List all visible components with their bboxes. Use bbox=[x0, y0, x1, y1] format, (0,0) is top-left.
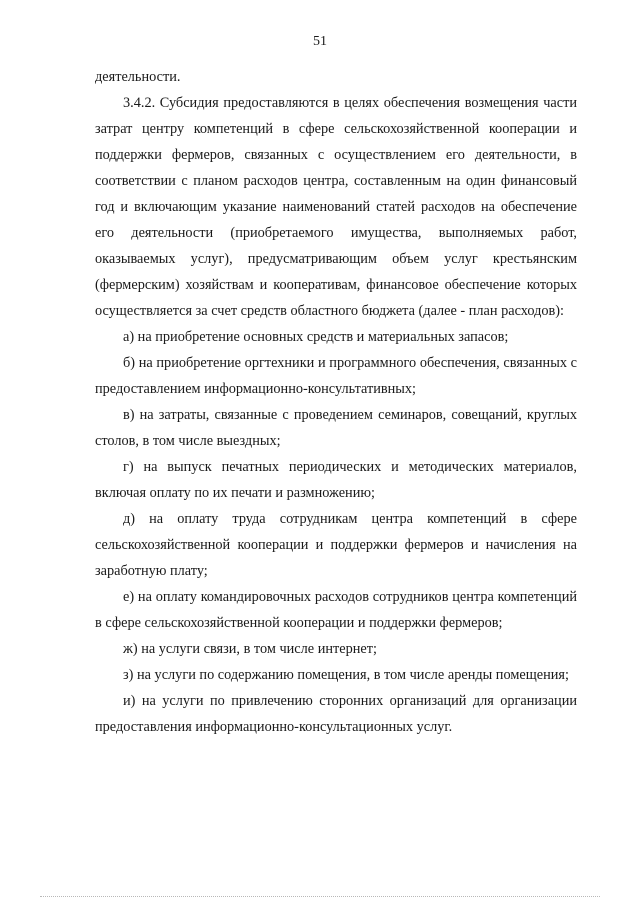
list-item-zh: ж) на услуги связи, в том числе интернет; bbox=[123, 641, 377, 657]
list-item-b: б) на приобретение оргтехники и программного обеспечения, связанных с предоставлением информационно-консультативных; bbox=[95, 355, 577, 397]
list-item-z: з) на услуги по содержанию помещения, в том числе аренды помещения; bbox=[123, 667, 569, 683]
list-item-d: д) на оплату труда сотрудникам центра компетенций в сфере сельскохозяйственной кооперации и поддержки фермеров и начисления на заработную плату; bbox=[95, 511, 577, 579]
list-item-v: в) на затраты, связанные с проведением семинаров, совещаний, круглых столов, в том числе выездных; bbox=[95, 407, 577, 449]
scan-edge-line bbox=[40, 896, 600, 898]
list-item-e: е) на оплату командировочных расходов сотрудников центра компетенций в сфере сельскохозяйственной кооперации и поддержки фермеров; bbox=[95, 589, 577, 631]
continued-text: деятельности. bbox=[95, 69, 181, 85]
document-body bbox=[95, 64, 577, 740]
list-item-a: а) на приобретение основных средств и материальных запасов; bbox=[123, 329, 509, 345]
page-number: 51 bbox=[313, 34, 327, 49]
list-item-i: и) на услуги по привлечению сторонних организаций для организации предоставления информационно-консультационных услуг. bbox=[95, 693, 577, 735]
paragraph-subsidy-purpose: 3.4.2. Субсидия предоставляются в целях обеспечения возмещения части затрат центру компетенций в сфере сельскохозяйственной кооперации и поддержки фермеров, связанных с осуществлением его деятельности, в соответствии с планом расходов центра, составленным на один финансовый год и включающим указание наименований статей расходов на обеспечение его деятельности (приобретаемого имущества, выполняемых работ, оказываемых услуг), предусматривающим объем услуг крестьянским (фермерским) хозяйствам и кооперативам, финансовое обеспечение которых осуществляется за счет средств областного бюджета (далее - план расходов): bbox=[95, 95, 577, 319]
list-item-g: г) на выпуск печатных периодических и методических материалов, включая оплату по их печати и размножению; bbox=[95, 459, 577, 501]
